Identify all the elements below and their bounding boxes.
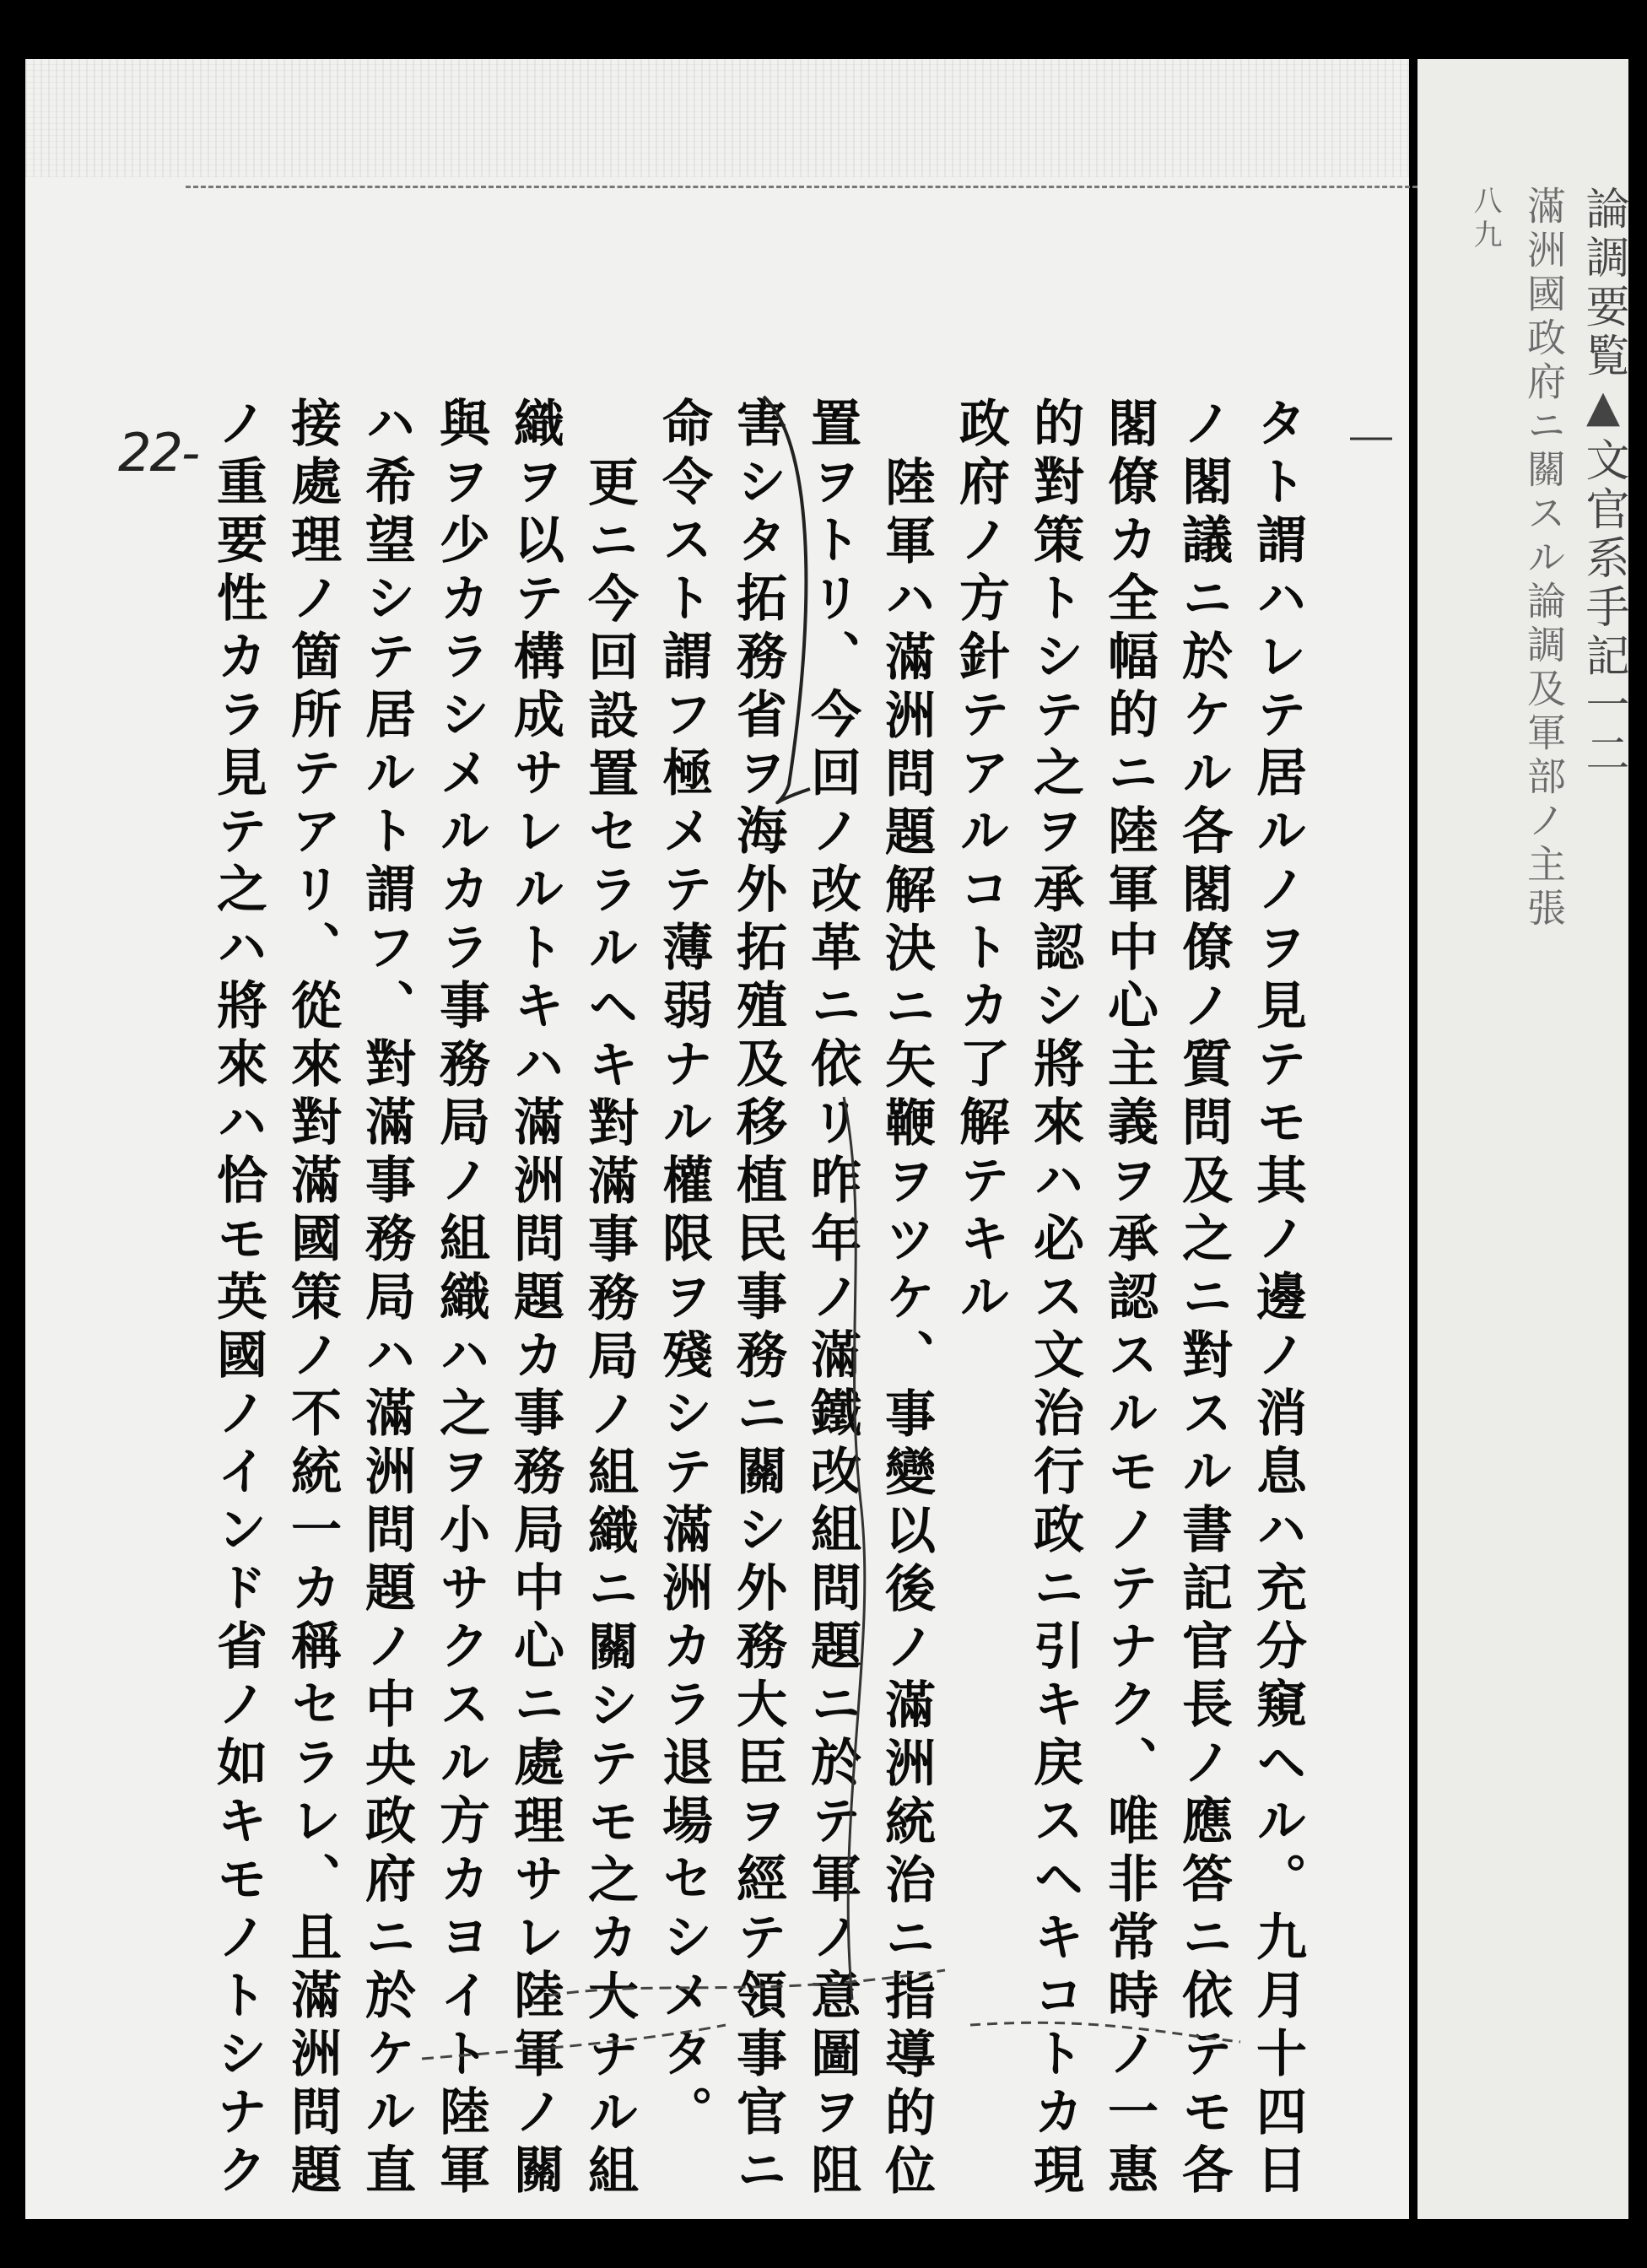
text-column: 害シタ拓務省ヲ海外拓殖及移植民事務ニ關シ外務大臣ヲ經テ領事官ニ [728, 397, 787, 2201]
pen-underline-mark [844, 1097, 865, 2000]
pen-bracket-mark [764, 397, 810, 802]
text-column: 接處理ノ箇所テアリ、從來對滿國策ノ不統一カ稱セラレ、且滿洲問題 [283, 397, 342, 2201]
text-column: 政府ノ方針テアルコトカ了解テキル [951, 397, 1010, 1328]
text-column: 更ニ今回設置セラルヘキ對滿事務局ノ組織ニ關シテモ之カ大ナル組 [580, 456, 639, 2202]
text-column: 與ヲ少カラシメルカラ事務局ノ組織ハ之ヲ小サクスル方カヨイト陸軍 [431, 397, 490, 2201]
pen-dash-mark [548, 1970, 945, 1995]
adjacent-page-text: 八九 [1468, 186, 1502, 253]
pen-dash-mark [422, 2025, 726, 2059]
text-column: 陸軍ハ滿洲問題解決ニ矢鞭ヲツケ、事變以後ノ滿洲統治ニ指導的位 [877, 456, 936, 2202]
text-column: 織ヲ以テ構成サレルトキハ滿洲問題カ事務局中心ニ處理サレ陸軍ノ關 [505, 397, 564, 2201]
page-number: 22- [118, 422, 199, 483]
text-column: ノ閣議ニ於ケル各閣僚ノ質問及之ニ對スル書記官長ノ應答ニ依テモ各 [1174, 397, 1233, 2201]
adjacent-page-text: 論調要覧▲文官系手記一二 [1578, 186, 1628, 780]
text-column: 閣僚カ全幅的ニ陸軍中心主義ヲ承認スルモノテナク、唯非常時ノ一惠 [1099, 397, 1158, 2201]
text-column: ノ重要性カラ見テ之ハ將來ハ恰モ英國ノインド省ノ如キモノトシナク [208, 397, 267, 2201]
adjacent-page-text: 滿洲國政府ニ關スル論調及軍部ノ主張 [1521, 186, 1567, 932]
text-column: 的對策トシテ之ヲ承認シ將來ハ必ス文治行政ニ引キ戻スヘキコトカ現 [1025, 397, 1084, 2201]
text-column: 置ヲトリ、今回ノ改革ニ依リ昨年ノ滿鐵改組問題ニ於テ軍ノ意圖ヲ阻 [802, 397, 861, 2201]
pen-dash-mark [970, 2022, 1240, 2042]
text-column: タト謂ハレテ居ルノヲ見テモ其ノ邊ノ消息ハ充分窺ヘル。九月十四日 [1248, 397, 1307, 2201]
text-column: 命令スト謂フ極メテ薄弱ナル權限ヲ殘シテ滿洲カラ退場セシメタ。 [654, 397, 713, 2143]
text-column: ハ希望シテ居ルト謂フ、對滿事務局ハ滿洲問題ノ中央政府ニ於ケル直 [357, 397, 416, 2201]
